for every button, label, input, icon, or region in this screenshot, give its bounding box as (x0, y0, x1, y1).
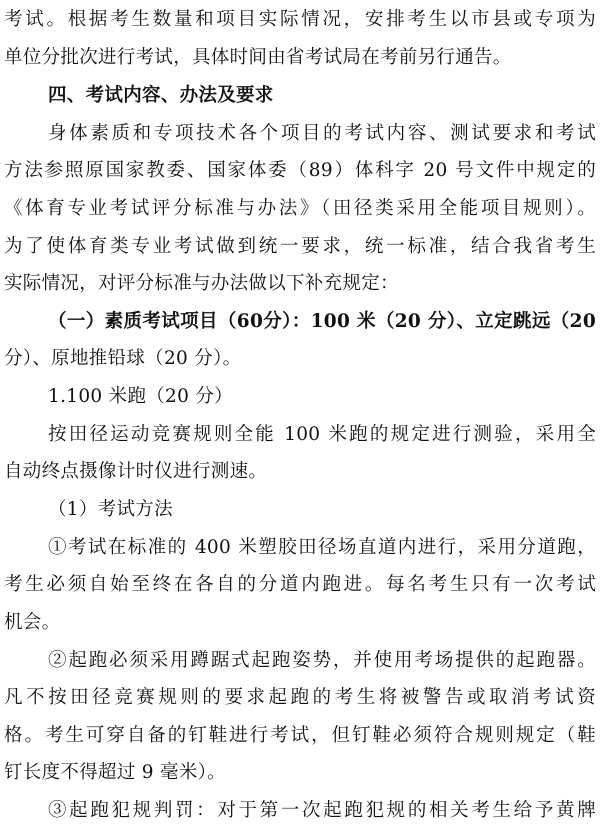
paragraph-line: 分）、原地推铅球（20 分）。 (4, 348, 242, 369)
paragraph-line: 为了使体育类专业考试做到统一要求，统一标准，结合我省考生 (4, 236, 596, 257)
paragraph-line: 单位分批次进行考试，具体时间由省考试局在考前另行通告。 (4, 47, 512, 68)
paragraph-line: 钉长度不得超过 9 毫米）。 (4, 762, 226, 783)
paragraph-line: 凡不按田径竞赛规则的要求起跑的考生将被警告或取消考试资 (4, 687, 596, 708)
paragraph-line: 考生必须自始至终在各自的分道内跑进。每名考生只有一次考试 (4, 574, 596, 595)
paragraph-line: ②起跑必须采用蹲踞式起跑姿势，并使用考场提供的起跑器。 (48, 650, 596, 671)
paragraph-line: 考试。根据考生数量和项目实际情况，安排考生以市县或专项为 (4, 9, 596, 30)
paragraph-line: 按田径运动竞赛规则全能 100 米跑的规定进行测验，采用全 (48, 424, 596, 445)
item-heading: （1）考试方法 (48, 499, 173, 520)
section-heading: 四、考试内容、办法及要求 (48, 85, 274, 106)
item-heading: 1.100 米跑（20 分） (48, 386, 233, 407)
paragraph-line: 身体素质和专项技术各个项目的考试内容、测试要求和考试 (48, 123, 596, 144)
paragraph-line: 机会。 (4, 612, 61, 633)
subsection-heading: （一）素质考试项目（60分）：100 米（20 分）、立定跳远（20 (48, 311, 596, 332)
paragraph-line: 《体育专业考试评分标准与办法》（田径类采用全能项目规则）。 (4, 198, 596, 219)
paragraph-line: ③起跑犯规判罚：对于第一次起跑犯规的相关考生给予黄牌 (48, 800, 596, 821)
paragraph-line: ①考试在标准的 400 米塑胶田径场直道内进行，采用分道跑， (48, 537, 596, 558)
paragraph-line: 自动终点摄像计时仪进行测速。 (4, 461, 268, 482)
paragraph-line: 实际情况，对评分标准与办法做以下补充规定： (4, 273, 399, 294)
paragraph-line: 方法参照原国家教委、国家体委（89）体科字 20 号文件中规定的 (4, 160, 596, 181)
paragraph-line: 格。考生可穿自备的钉鞋进行考试，但钉鞋必须符合规则规定（鞋 (4, 725, 596, 746)
